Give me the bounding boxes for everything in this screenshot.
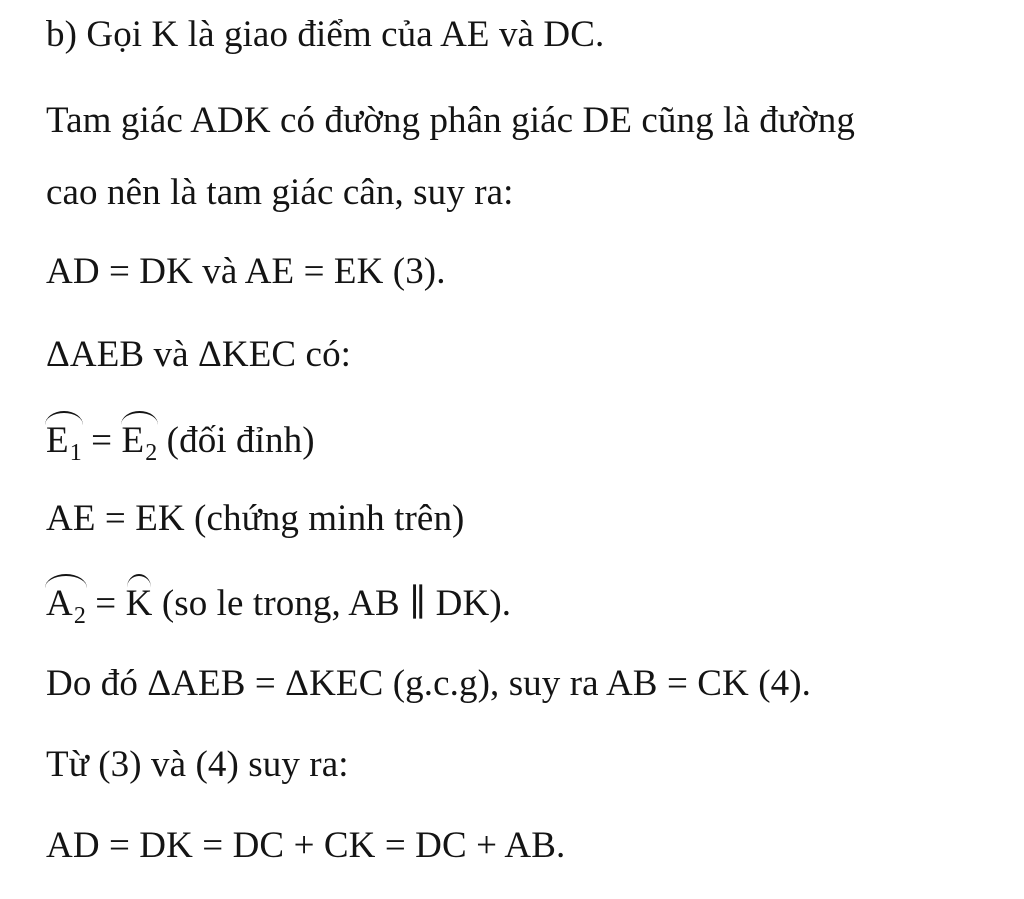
alternate-angles-line: $A_2 = K$ (so le trong, AB ∥ DK). <box>46 580 511 630</box>
final-result: AD = DK = DC + CK = DC + AB. <box>46 825 566 866</box>
angle-k: K <box>126 580 153 626</box>
angle-e1: $E_1$ <box>46 417 82 467</box>
isosceles-reason-line-2: cao nên là tam giác cân, suy ra: <box>46 172 514 213</box>
congruence-conclusion: Do đó ΔAEB = ΔKEC (g.c.g), suy ra AB = CK (4). <box>46 663 811 704</box>
ae-ek-line: AE = EK (chứng minh trên) <box>46 498 465 539</box>
angle-e2: $E_2$ <box>122 417 158 467</box>
triangles-statement: ΔAEB và ΔKEC có: <box>46 334 352 375</box>
from-3-and-4: Từ (3) và (4) suy ra: <box>46 744 349 785</box>
part-b-intro: b) Gọi K là giao điểm của AE và DC. <box>46 14 605 55</box>
angle-a2: $A_2$ <box>46 580 86 630</box>
equation-3: AD = DK và AE = EK (3). <box>46 251 446 292</box>
isosceles-reason-line-1: Tam giác ADK có đường phân giác DE cũng là đường <box>46 100 855 141</box>
vertical-angles-line: $E_1 = E_2$ (đối đỉnh) <box>46 417 315 467</box>
